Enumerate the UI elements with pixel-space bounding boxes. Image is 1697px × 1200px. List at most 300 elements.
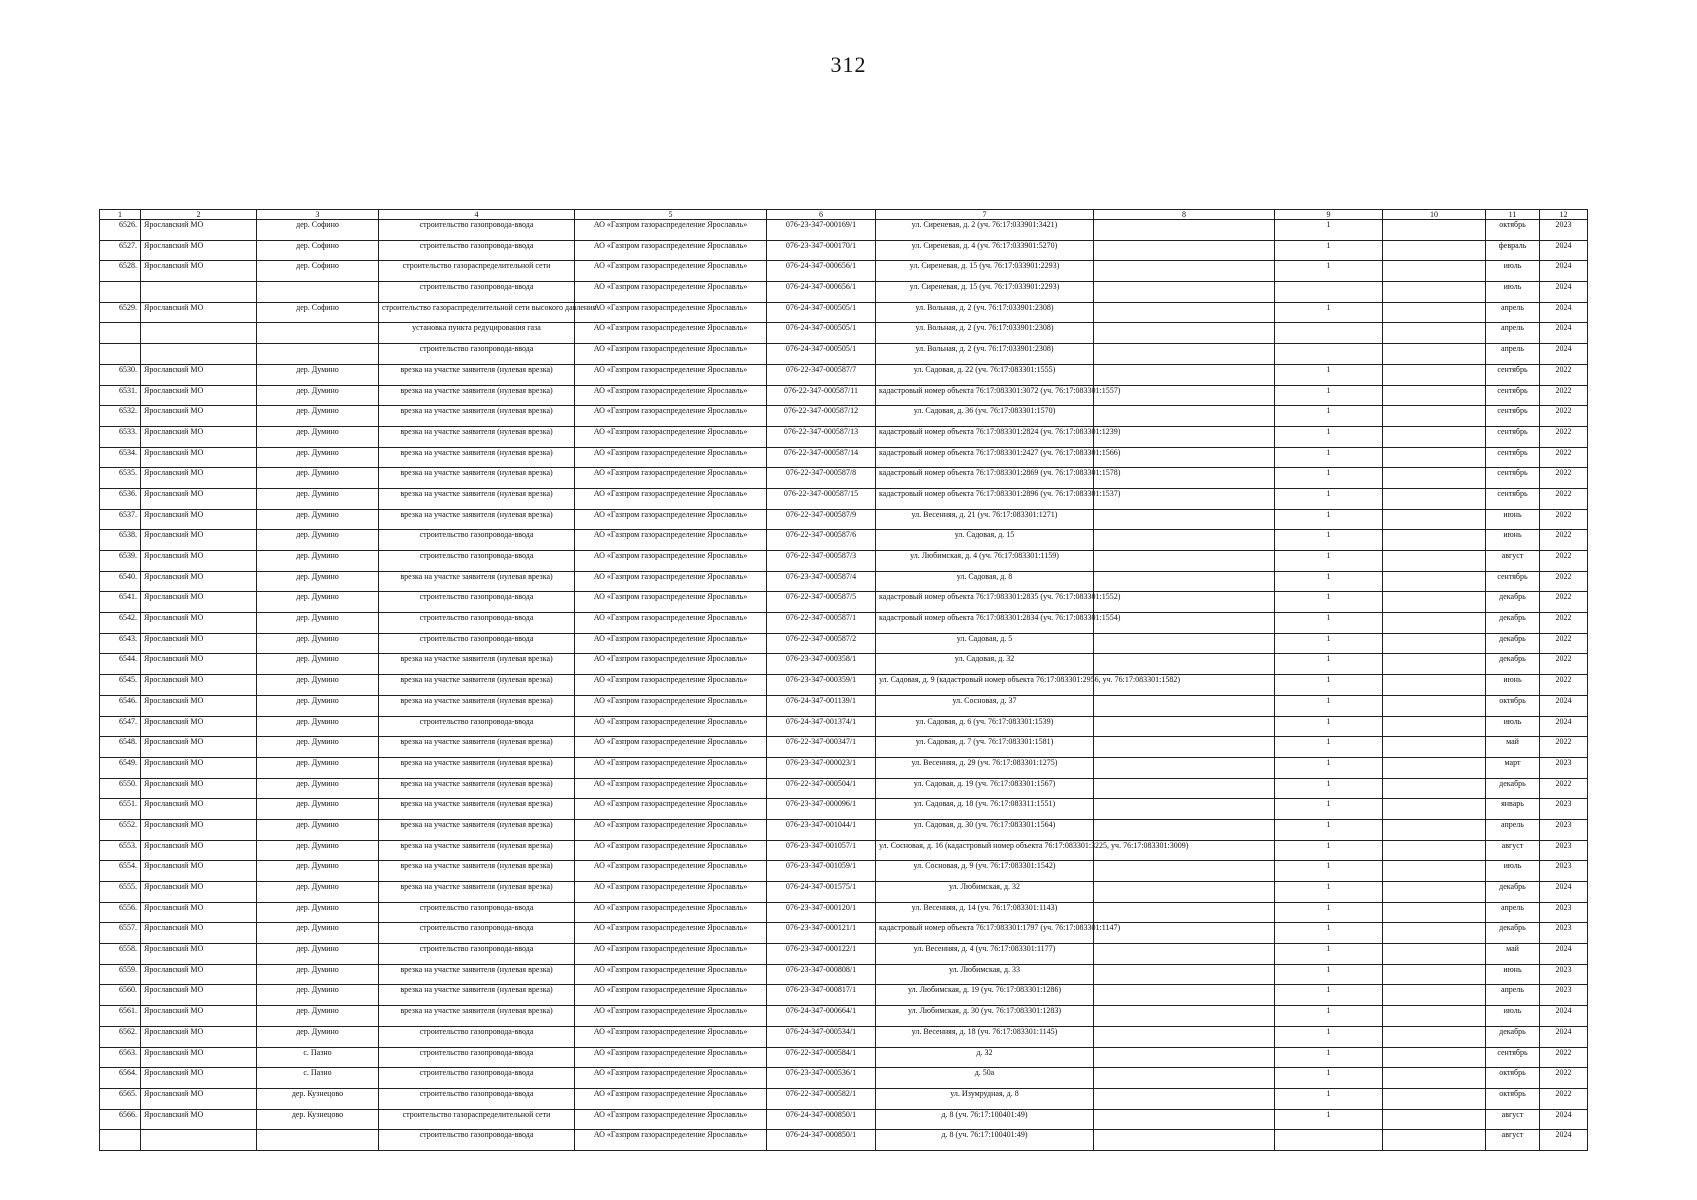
cell-address: ул. Весенняя, д. 29 (уч. 76:17:083301:1275) bbox=[876, 757, 1094, 778]
table-row bbox=[100, 1006, 1588, 1027]
cell-column-10 bbox=[1383, 1068, 1486, 1089]
cell-organization: АО «Газпром газораспределение Ярославль» bbox=[575, 716, 767, 737]
cell-municipality: Ярославский МО bbox=[141, 799, 257, 820]
cell-settlement: дер. Думино bbox=[257, 675, 379, 696]
cell-year: 2022 bbox=[1540, 468, 1588, 489]
cell-municipality bbox=[141, 1130, 257, 1151]
table-row bbox=[100, 882, 1588, 903]
cell-month: февраль bbox=[1486, 240, 1540, 261]
cell-count: 1 bbox=[1275, 778, 1383, 799]
cell-settlement: с. Пазно bbox=[257, 1047, 379, 1068]
cell-count: 1 bbox=[1275, 488, 1383, 509]
cell-column-8 bbox=[1094, 964, 1275, 985]
cell-year: 2022 bbox=[1540, 592, 1588, 613]
cell-municipality: Ярославский МО bbox=[141, 1109, 257, 1130]
cell-address: кадастровый номер объекта 76:17:083301:2896 (уч. 76:17:083301:1537) bbox=[876, 488, 1094, 509]
cell-request-number: 076-22-347-000587/5 bbox=[767, 592, 876, 613]
table-row bbox=[100, 695, 1588, 716]
cell-settlement: дер. Думино bbox=[257, 882, 379, 903]
cell-month: август bbox=[1486, 551, 1540, 572]
table-row bbox=[100, 1068, 1588, 1089]
cell-work-type: врезка на участке заявителя (нулевая врезка) bbox=[379, 675, 575, 696]
cell-column-10 bbox=[1383, 592, 1486, 613]
cell-organization: АО «Газпром газораспределение Ярославль» bbox=[575, 1088, 767, 1109]
cell-work-type: врезка на участке заявителя (нулевая врезка) bbox=[379, 468, 575, 489]
cell-year: 2022 bbox=[1540, 1068, 1588, 1089]
cell-work-type: строительство газопровода-ввода bbox=[379, 613, 575, 634]
cell-settlement: дер. Думино bbox=[257, 861, 379, 882]
cell-work-type: врезка на участке заявителя (нулевая врезка) bbox=[379, 447, 575, 468]
cell-column-8 bbox=[1094, 882, 1275, 903]
cell-column-8 bbox=[1094, 1088, 1275, 1109]
cell-year: 2022 bbox=[1540, 551, 1588, 572]
cell-municipality: Ярославский МО bbox=[141, 882, 257, 903]
cell-month: август bbox=[1486, 1109, 1540, 1130]
cell-count: 1 bbox=[1275, 571, 1383, 592]
cell-work-type: строительство газораспределительной сети bbox=[379, 1109, 575, 1130]
cell-organization: АО «Газпром газораспределение Ярославль» bbox=[575, 323, 767, 344]
cell-count: 1 bbox=[1275, 675, 1383, 696]
cell-work-type: врезка на участке заявителя (нулевая врезка) bbox=[379, 985, 575, 1006]
cell-year: 2023 bbox=[1540, 840, 1588, 861]
cell-row-number: 6558. bbox=[100, 944, 141, 965]
cell-count: 1 bbox=[1275, 1088, 1383, 1109]
cell-municipality: Ярославский МО bbox=[141, 1006, 257, 1027]
cell-settlement: дер. Думино bbox=[257, 1026, 379, 1047]
cell-settlement: дер. Думино bbox=[257, 406, 379, 427]
table-row bbox=[100, 964, 1588, 985]
cell-municipality: Ярославский МО bbox=[141, 964, 257, 985]
cell-organization: АО «Газпром газораспределение Ярославль» bbox=[575, 902, 767, 923]
cell-organization: АО «Газпром газораспределение Ярославль» bbox=[575, 592, 767, 613]
cell-request-number: 076-23-347-000817/1 bbox=[767, 985, 876, 1006]
cell-column-10 bbox=[1383, 551, 1486, 572]
cell-address: ул. Садовая, д. 36 (уч. 76:17:083301:1570) bbox=[876, 406, 1094, 427]
cell-municipality: Ярославский МО bbox=[141, 633, 257, 654]
cell-month: сентябрь bbox=[1486, 447, 1540, 468]
cell-row-number: 6531. bbox=[100, 385, 141, 406]
cell-column-10 bbox=[1383, 282, 1486, 303]
cell-month: август bbox=[1486, 840, 1540, 861]
cell-request-number: 076-23-347-000536/1 bbox=[767, 1068, 876, 1089]
cell-column-8 bbox=[1094, 613, 1275, 634]
cell-organization: АО «Газпром газораспределение Ярославль» bbox=[575, 426, 767, 447]
cell-municipality: Ярославский МО bbox=[141, 426, 257, 447]
cell-year: 2024 bbox=[1540, 882, 1588, 903]
cell-count: 1 bbox=[1275, 1047, 1383, 1068]
cell-count: 1 bbox=[1275, 240, 1383, 261]
cell-address: ул. Сосновая, д. 9 (уч. 76:17:083301:1542) bbox=[876, 861, 1094, 882]
cell-row-number: 6546. bbox=[100, 695, 141, 716]
cell-municipality: Ярославский МО bbox=[141, 385, 257, 406]
cell-row-number: 6547. bbox=[100, 716, 141, 737]
cell-request-number: 076-23-347-000359/1 bbox=[767, 675, 876, 696]
cell-address: ул. Садовая, д. 19 (уч. 76:17:083301:1567) bbox=[876, 778, 1094, 799]
cell-column-10 bbox=[1383, 1130, 1486, 1151]
cell-settlement: дер. Думино bbox=[257, 964, 379, 985]
cell-work-type: врезка на участке заявителя (нулевая врезка) bbox=[379, 695, 575, 716]
cell-column-10 bbox=[1383, 633, 1486, 654]
cell-work-type: врезка на участке заявителя (нулевая врезка) bbox=[379, 426, 575, 447]
cell-count: 1 bbox=[1275, 426, 1383, 447]
table-row bbox=[100, 488, 1588, 509]
cell-municipality: Ярославский МО bbox=[141, 1068, 257, 1089]
cell-organization: АО «Газпром газораспределение Ярославль» bbox=[575, 654, 767, 675]
cell-row-number: 6529. bbox=[100, 302, 141, 323]
cell-month: октябрь bbox=[1486, 220, 1540, 241]
cell-settlement: дер. Думино bbox=[257, 799, 379, 820]
cell-year: 2024 bbox=[1540, 716, 1588, 737]
cell-settlement: дер. Думино bbox=[257, 447, 379, 468]
cell-organization: АО «Газпром газораспределение Ярославль» bbox=[575, 840, 767, 861]
cell-settlement: дер. Думино bbox=[257, 385, 379, 406]
cell-settlement: дер. Думино bbox=[257, 654, 379, 675]
cell-column-10 bbox=[1383, 447, 1486, 468]
cell-work-type: врезка на участке заявителя (нулевая врезка) bbox=[379, 509, 575, 530]
cell-municipality: Ярославский МО bbox=[141, 944, 257, 965]
cell-address: ул. Садовая, д. 18 (уч. 76:17:083311:1551) bbox=[876, 799, 1094, 820]
cell-municipality: Ярославский МО bbox=[141, 695, 257, 716]
cell-month: сентябрь bbox=[1486, 406, 1540, 427]
cell-municipality: Ярославский МО bbox=[141, 1026, 257, 1047]
table-row bbox=[100, 344, 1588, 365]
table-row bbox=[100, 571, 1588, 592]
cell-settlement: дер. Думино bbox=[257, 592, 379, 613]
cell-settlement: дер. Думино bbox=[257, 613, 379, 634]
cell-request-number: 076-22-347-000584/1 bbox=[767, 1047, 876, 1068]
cell-column-10 bbox=[1383, 840, 1486, 861]
cell-column-10 bbox=[1383, 364, 1486, 385]
cell-column-10 bbox=[1383, 571, 1486, 592]
cell-column-10 bbox=[1383, 1047, 1486, 1068]
table-row bbox=[100, 840, 1588, 861]
cell-row-number: 6543. bbox=[100, 633, 141, 654]
cell-municipality: Ярославский МО bbox=[141, 220, 257, 241]
cell-work-type: врезка на участке заявителя (нулевая врезка) bbox=[379, 571, 575, 592]
cell-work-type: строительство газопровода-ввода bbox=[379, 551, 575, 572]
cell-count: 1 bbox=[1275, 1026, 1383, 1047]
cell-count: 1 bbox=[1275, 819, 1383, 840]
cell-organization: АО «Газпром газораспределение Ярославль» bbox=[575, 364, 767, 385]
cell-column-10 bbox=[1383, 220, 1486, 241]
cell-column-10 bbox=[1383, 778, 1486, 799]
cell-month: июль bbox=[1486, 716, 1540, 737]
cell-address: ул. Вольная, д. 2 (уч. 76:17:033901:2308) bbox=[876, 344, 1094, 365]
cell-address: д. 32 bbox=[876, 1047, 1094, 1068]
cell-municipality: Ярославский МО bbox=[141, 902, 257, 923]
cell-column-8 bbox=[1094, 1026, 1275, 1047]
cell-municipality: Ярославский МО bbox=[141, 737, 257, 758]
column-header: 5 bbox=[575, 210, 767, 220]
cell-request-number: 076-22-347-000587/1 bbox=[767, 613, 876, 634]
cell-municipality bbox=[141, 344, 257, 365]
cell-month: декабрь bbox=[1486, 592, 1540, 613]
cell-request-number: 076-22-347-000587/14 bbox=[767, 447, 876, 468]
cell-settlement bbox=[257, 344, 379, 365]
cell-settlement: дер. Думино bbox=[257, 488, 379, 509]
cell-count: 1 bbox=[1275, 1109, 1383, 1130]
cell-organization: АО «Газпром газораспределение Ярославль» bbox=[575, 344, 767, 365]
cell-year: 2023 bbox=[1540, 799, 1588, 820]
cell-address: ул. Сиреневая, д. 2 (уч. 76:17:033901:3421) bbox=[876, 220, 1094, 241]
cell-column-8 bbox=[1094, 551, 1275, 572]
cell-row-number: 6562. bbox=[100, 1026, 141, 1047]
cell-month: апрель bbox=[1486, 344, 1540, 365]
cell-column-8 bbox=[1094, 944, 1275, 965]
cell-work-type: врезка на участке заявителя (нулевая врезка) bbox=[379, 364, 575, 385]
cell-row-number: 6527. bbox=[100, 240, 141, 261]
cell-column-10 bbox=[1383, 985, 1486, 1006]
cell-work-type: врезка на участке заявителя (нулевая врезка) bbox=[379, 488, 575, 509]
cell-settlement: дер. Думино bbox=[257, 571, 379, 592]
cell-organization: АО «Газпром газораспределение Ярославль» bbox=[575, 778, 767, 799]
cell-month: декабрь bbox=[1486, 633, 1540, 654]
cell-municipality: Ярославский МО bbox=[141, 364, 257, 385]
cell-settlement: дер. Думино bbox=[257, 716, 379, 737]
cell-column-10 bbox=[1383, 509, 1486, 530]
cell-column-8 bbox=[1094, 737, 1275, 758]
cell-count: 1 bbox=[1275, 923, 1383, 944]
cell-settlement: дер. Думино bbox=[257, 364, 379, 385]
cell-municipality: Ярославский МО bbox=[141, 302, 257, 323]
cell-year: 2022 bbox=[1540, 613, 1588, 634]
cell-work-type: строительство газопровода-ввода bbox=[379, 1026, 575, 1047]
cell-year: 2022 bbox=[1540, 426, 1588, 447]
cell-address: ул. Сосновая, д. 37 bbox=[876, 695, 1094, 716]
cell-municipality: Ярославский МО bbox=[141, 923, 257, 944]
cell-row-number: 6552. bbox=[100, 819, 141, 840]
table-row bbox=[100, 592, 1588, 613]
cell-organization: АО «Газпром газораспределение Ярославль» bbox=[575, 923, 767, 944]
cell-year: 2022 bbox=[1540, 530, 1588, 551]
cell-row-number: 6565. bbox=[100, 1088, 141, 1109]
cell-settlement: дер. Думино bbox=[257, 819, 379, 840]
cell-work-type: врезка на участке заявителя (нулевая врезка) bbox=[379, 799, 575, 820]
cell-address: ул. Весенняя, д. 21 (уч. 76:17:083301:1271) bbox=[876, 509, 1094, 530]
table-row bbox=[100, 220, 1588, 241]
cell-municipality: Ярославский МО bbox=[141, 757, 257, 778]
cell-work-type: строительство газопровода-ввода bbox=[379, 716, 575, 737]
cell-column-8 bbox=[1094, 406, 1275, 427]
cell-month: сентябрь bbox=[1486, 468, 1540, 489]
cell-municipality: Ярославский МО bbox=[141, 571, 257, 592]
cell-row-number: 6549. bbox=[100, 757, 141, 778]
cell-request-number: 076-23-347-000121/1 bbox=[767, 923, 876, 944]
cell-address: кадастровый номер объекта 76:17:083301:2824 (уч. 76:17:083301:1239) bbox=[876, 426, 1094, 447]
cell-work-type: строительство газопровода-ввода bbox=[379, 923, 575, 944]
cell-municipality: Ярославский МО bbox=[141, 447, 257, 468]
table-row bbox=[100, 302, 1588, 323]
cell-row-number: 6538. bbox=[100, 530, 141, 551]
table-row bbox=[100, 799, 1588, 820]
cell-month: апрель bbox=[1486, 985, 1540, 1006]
cell-row-number: 6566. bbox=[100, 1109, 141, 1130]
cell-row-number: 6540. bbox=[100, 571, 141, 592]
cell-row-number: 6548. bbox=[100, 737, 141, 758]
cell-organization: АО «Газпром газораспределение Ярославль» bbox=[575, 509, 767, 530]
cell-organization: АО «Газпром газораспределение Ярославль» bbox=[575, 1109, 767, 1130]
cell-year: 2022 bbox=[1540, 488, 1588, 509]
cell-row-number: 6530. bbox=[100, 364, 141, 385]
cell-count: 1 bbox=[1275, 985, 1383, 1006]
cell-column-8 bbox=[1094, 1109, 1275, 1130]
cell-settlement: дер. Думино bbox=[257, 757, 379, 778]
cell-month: декабрь bbox=[1486, 1026, 1540, 1047]
cell-row-number: 6532. bbox=[100, 406, 141, 427]
cell-request-number: 076-24-347-000534/1 bbox=[767, 1026, 876, 1047]
cell-address: ул. Сиреневая, д. 15 (уч. 76:17:033901:2293) bbox=[876, 261, 1094, 282]
cell-work-type: врезка на участке заявителя (нулевая врезка) bbox=[379, 819, 575, 840]
cell-request-number: 076-22-347-000587/11 bbox=[767, 385, 876, 406]
cell-row-number: 6541. bbox=[100, 592, 141, 613]
cell-count: 1 bbox=[1275, 261, 1383, 282]
cell-count: 1 bbox=[1275, 509, 1383, 530]
cell-row-number: 6551. bbox=[100, 799, 141, 820]
cell-settlement: дер. Думино bbox=[257, 944, 379, 965]
cell-request-number: 076-23-347-000122/1 bbox=[767, 944, 876, 965]
cell-address: д. 50а bbox=[876, 1068, 1094, 1089]
cell-organization: АО «Газпром газораспределение Ярославль» bbox=[575, 737, 767, 758]
registry-table bbox=[99, 209, 1588, 1151]
cell-work-type: врезка на участке заявителя (нулевая врезка) bbox=[379, 964, 575, 985]
cell-organization: АО «Газпром газораспределение Ярославль» bbox=[575, 819, 767, 840]
table-row bbox=[100, 675, 1588, 696]
cell-request-number: 076-22-347-000582/1 bbox=[767, 1088, 876, 1109]
cell-row-number: 6545. bbox=[100, 675, 141, 696]
cell-year: 2022 bbox=[1540, 385, 1588, 406]
cell-column-10 bbox=[1383, 923, 1486, 944]
cell-settlement: дер. Софино bbox=[257, 261, 379, 282]
cell-year: 2022 bbox=[1540, 571, 1588, 592]
cell-year: 2024 bbox=[1540, 1026, 1588, 1047]
cell-year: 2023 bbox=[1540, 902, 1588, 923]
cell-municipality: Ярославский МО bbox=[141, 613, 257, 634]
cell-settlement: дер. Думино bbox=[257, 695, 379, 716]
cell-request-number: 076-22-347-000587/3 bbox=[767, 551, 876, 572]
cell-municipality: Ярославский МО bbox=[141, 509, 257, 530]
cell-work-type: врезка на участке заявителя (нулевая врезка) bbox=[379, 861, 575, 882]
cell-column-10 bbox=[1383, 323, 1486, 344]
cell-column-8 bbox=[1094, 695, 1275, 716]
cell-settlement: с. Пазно bbox=[257, 1068, 379, 1089]
column-header: 10 bbox=[1383, 210, 1486, 220]
cell-request-number: 076-24-347-001139/1 bbox=[767, 695, 876, 716]
cell-address: ул. Садовая, д. 15 bbox=[876, 530, 1094, 551]
cell-address: ул. Вольная, д. 2 (уч. 76:17:033901:2308) bbox=[876, 323, 1094, 344]
cell-work-type: строительство газопровода-ввода bbox=[379, 282, 575, 303]
cell-year: 2024 bbox=[1540, 944, 1588, 965]
cell-address: д. 8 (уч. 76:17:100401:49) bbox=[876, 1109, 1094, 1130]
cell-address: ул. Сиреневая, д. 4 (уч. 76:17:033901:5270) bbox=[876, 240, 1094, 261]
table-row bbox=[100, 737, 1588, 758]
cell-count: 1 bbox=[1275, 882, 1383, 903]
cell-month: май bbox=[1486, 944, 1540, 965]
cell-year: 2022 bbox=[1540, 654, 1588, 675]
cell-row-number: 6533. bbox=[100, 426, 141, 447]
cell-column-8 bbox=[1094, 633, 1275, 654]
cell-year: 2022 bbox=[1540, 406, 1588, 427]
cell-request-number: 076-22-347-000504/1 bbox=[767, 778, 876, 799]
cell-organization: АО «Газпром газораспределение Ярославль» bbox=[575, 964, 767, 985]
cell-column-10 bbox=[1383, 799, 1486, 820]
cell-column-8 bbox=[1094, 344, 1275, 365]
registry-body bbox=[100, 220, 1588, 1151]
cell-request-number: 076-24-347-000656/1 bbox=[767, 261, 876, 282]
cell-column-10 bbox=[1383, 737, 1486, 758]
cell-municipality: Ярославский МО bbox=[141, 840, 257, 861]
cell-settlement: дер. Думино bbox=[257, 737, 379, 758]
cell-year: 2024 bbox=[1540, 695, 1588, 716]
table-row bbox=[100, 468, 1588, 489]
cell-month: апрель bbox=[1486, 819, 1540, 840]
cell-municipality: Ярославский МО bbox=[141, 675, 257, 696]
cell-count: 1 bbox=[1275, 840, 1383, 861]
cell-organization: АО «Газпром газораспределение Ярославль» bbox=[575, 985, 767, 1006]
cell-settlement: дер. Думино bbox=[257, 426, 379, 447]
cell-request-number: 076-24-347-000505/1 bbox=[767, 344, 876, 365]
cell-request-number: 076-24-347-001374/1 bbox=[767, 716, 876, 737]
table-row bbox=[100, 757, 1588, 778]
cell-column-8 bbox=[1094, 654, 1275, 675]
cell-settlement: дер. Думино bbox=[257, 551, 379, 572]
cell-month: апрель bbox=[1486, 302, 1540, 323]
cell-count: 1 bbox=[1275, 468, 1383, 489]
cell-organization: АО «Газпром газораспределение Ярославль» bbox=[575, 861, 767, 882]
cell-work-type: строительство газопровода-ввода bbox=[379, 1130, 575, 1151]
cell-year: 2022 bbox=[1540, 675, 1588, 696]
cell-count: 1 bbox=[1275, 737, 1383, 758]
cell-work-type: строительство газопровода-ввода bbox=[379, 633, 575, 654]
cell-request-number: 076-22-347-000587/2 bbox=[767, 633, 876, 654]
cell-municipality: Ярославский МО bbox=[141, 488, 257, 509]
page-number: 312 bbox=[830, 52, 867, 77]
table-row bbox=[100, 1130, 1588, 1151]
cell-year: 2022 bbox=[1540, 1047, 1588, 1068]
table-row bbox=[100, 985, 1588, 1006]
column-header: 12 bbox=[1540, 210, 1588, 220]
cell-municipality: Ярославский МО bbox=[141, 716, 257, 737]
cell-column-8 bbox=[1094, 1068, 1275, 1089]
cell-row-number: 6561. bbox=[100, 1006, 141, 1027]
cell-work-type: строительство газопровода-ввода bbox=[379, 530, 575, 551]
cell-year: 2023 bbox=[1540, 964, 1588, 985]
cell-row-number: 6544. bbox=[100, 654, 141, 675]
cell-year: 2024 bbox=[1540, 240, 1588, 261]
cell-column-10 bbox=[1383, 944, 1486, 965]
column-header: 6 bbox=[767, 210, 876, 220]
cell-year: 2024 bbox=[1540, 302, 1588, 323]
cell-column-10 bbox=[1383, 716, 1486, 737]
cell-month: июнь bbox=[1486, 530, 1540, 551]
cell-municipality: Ярославский МО bbox=[141, 240, 257, 261]
cell-month: сентябрь bbox=[1486, 571, 1540, 592]
cell-request-number: 076-22-347-000347/1 bbox=[767, 737, 876, 758]
cell-year: 2022 bbox=[1540, 778, 1588, 799]
cell-count: 1 bbox=[1275, 447, 1383, 468]
cell-settlement: дер. Думино bbox=[257, 923, 379, 944]
cell-municipality: Ярославский МО bbox=[141, 592, 257, 613]
cell-column-10 bbox=[1383, 406, 1486, 427]
cell-address: кадастровый номер объекта 76:17:083301:1797 (уч. 76:17:083301:1147) bbox=[876, 923, 1094, 944]
cell-column-8 bbox=[1094, 240, 1275, 261]
cell-column-10 bbox=[1383, 385, 1486, 406]
cell-year: 2023 bbox=[1540, 220, 1588, 241]
cell-year: 2022 bbox=[1540, 364, 1588, 385]
cell-column-8 bbox=[1094, 364, 1275, 385]
table-row bbox=[100, 819, 1588, 840]
cell-settlement: дер. Думино bbox=[257, 633, 379, 654]
cell-organization: АО «Газпром газораспределение Ярославль» bbox=[575, 675, 767, 696]
